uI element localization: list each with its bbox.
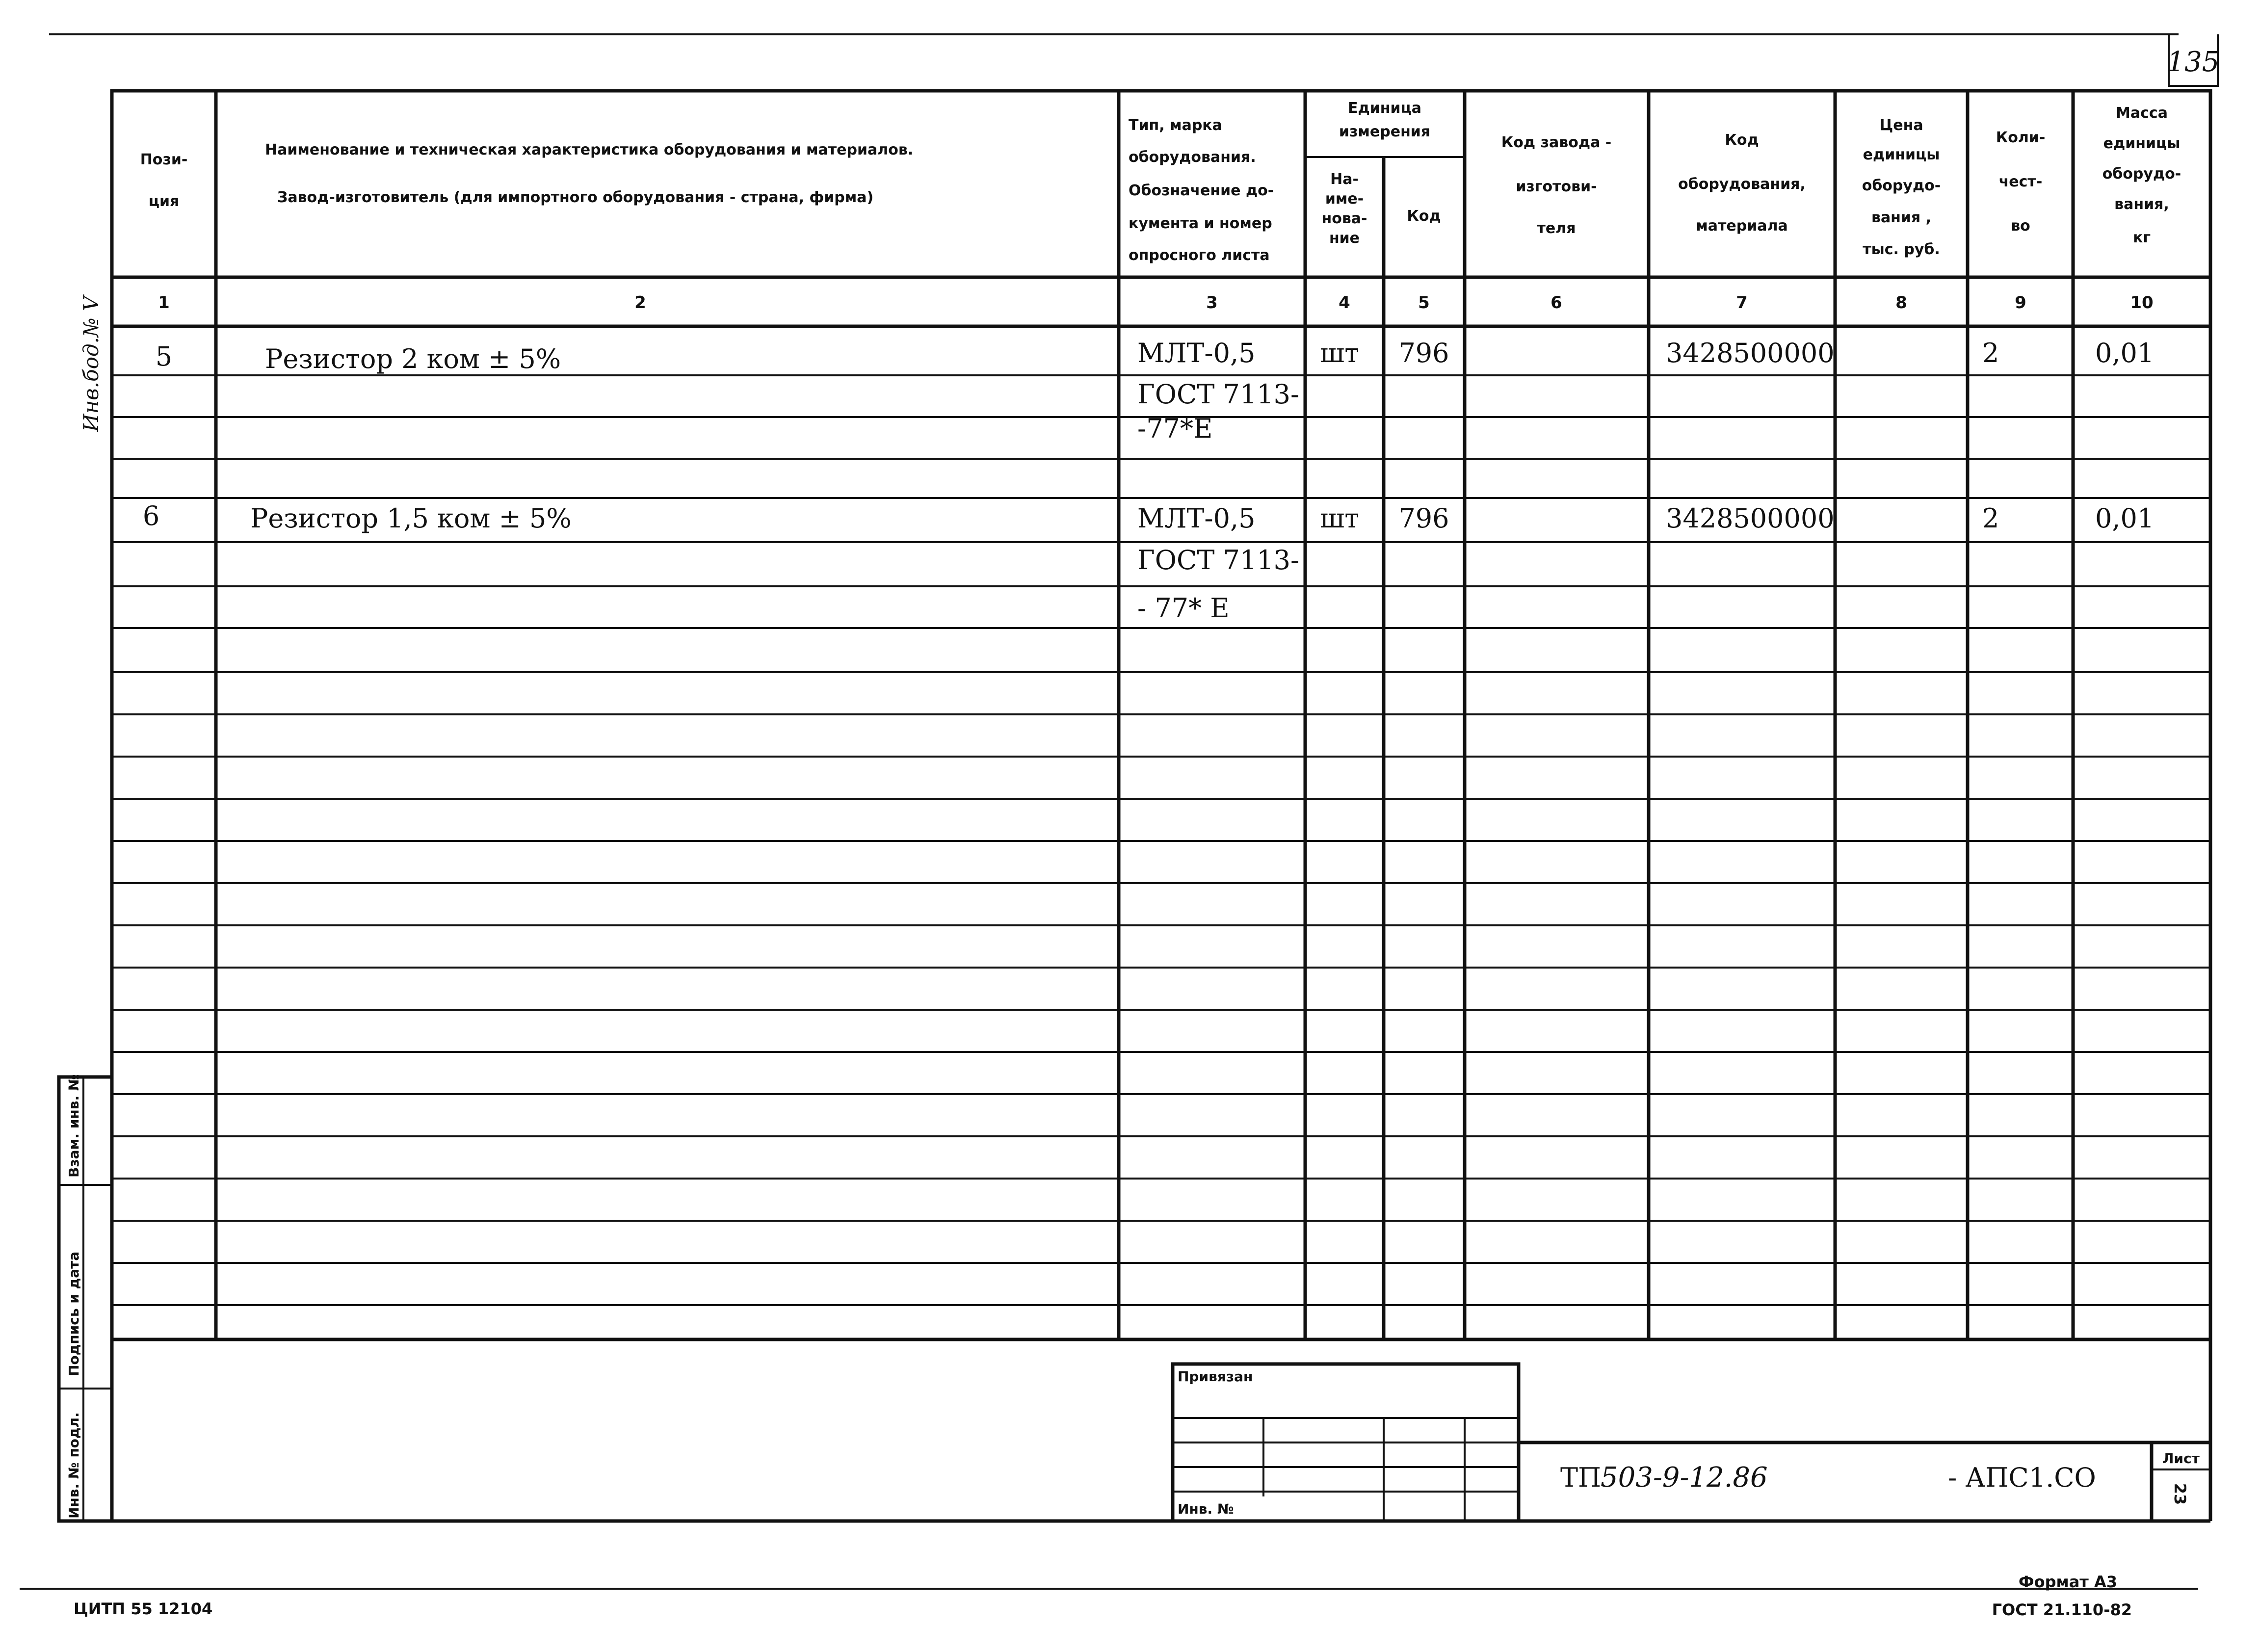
row-unit: шт (1320, 338, 1360, 368)
svg-text:Подпись и дата: Подпись и дата (66, 1251, 82, 1376)
row-type: МЛТ-0,5 (1137, 503, 1256, 534)
svg-text:чест-: чест- (1998, 173, 2043, 190)
svg-text:вания ,: вания , (1871, 209, 1932, 226)
row-quantity: 2 (1982, 503, 1999, 534)
svg-text:име-: име- (1325, 190, 1364, 208)
svg-text:1: 1 (158, 293, 170, 313)
row-unit-code: 796 (1398, 338, 1449, 368)
header-unit-group (1339, 100, 1430, 140)
svg-text:оборудо-: оборудо- (1862, 177, 1941, 194)
svg-text:оборудо-: оборудо- (2102, 165, 2181, 183)
svg-text:Завод-изготовитель (для импорт: Завод-изготовитель (для импортного оборудования - страна, фирма) (277, 189, 874, 206)
svg-text:Код завода -: Код завода - (1501, 134, 1612, 151)
column-numbers (158, 293, 2154, 313)
svg-text:единицы: единицы (1863, 146, 1940, 163)
svg-text:9: 9 (2015, 293, 2026, 313)
svg-text:ние: ние (1329, 230, 1360, 247)
row-name: Резистор 1,5 ком ± 5% (250, 503, 572, 534)
table-row (143, 500, 2154, 624)
table-row (156, 338, 2154, 444)
svg-text:оборудования.: оборудования. (1129, 149, 1256, 166)
svg-text:материала: материала (1696, 217, 1788, 235)
footer-format: Формат А3 (2018, 1573, 2117, 1591)
svg-text:Тип, марка: Тип, марка (1129, 117, 1222, 134)
svg-text:Пози-: Пози- (140, 151, 188, 168)
row-quantity: 2 (1982, 338, 1999, 368)
title-block (1519, 1442, 2210, 1521)
row-type: ГОСТ 7113- (1137, 545, 1300, 576)
svg-text:Единица: Единица (1348, 100, 1421, 117)
title-area (112, 1339, 2210, 1521)
row-material-code: 3428500000 (1666, 338, 1835, 368)
footer-gost: ГОСТ 21.110-82 (1992, 1600, 2132, 1619)
svg-text:вания,: вания, (2114, 196, 2169, 213)
left-stamp (59, 1074, 112, 1521)
row-position: 6 (142, 500, 160, 531)
svg-text:оборудования,: оборудования, (1678, 176, 1806, 193)
svg-text:изготови-: изготови- (1516, 178, 1597, 195)
svg-text:Масса: Масса (2116, 105, 2168, 122)
svg-text:2: 2 (634, 293, 646, 313)
doc-suffix: - АПС1.СО (1948, 1462, 2096, 1493)
svg-text:6: 6 (1550, 293, 1562, 313)
side-note: Инв.бод.№ V (79, 296, 103, 432)
svg-text:Код: Код (1725, 131, 1759, 149)
row-type: МЛТ-0,5 (1137, 338, 1256, 368)
svg-text:На-: На- (1330, 171, 1359, 188)
svg-text:единицы: единицы (2103, 135, 2181, 152)
svg-text:3: 3 (1206, 293, 1218, 313)
header-type (1129, 117, 1274, 264)
svg-text:кг: кг (2132, 229, 2151, 246)
binding-stamp (1173, 1364, 1519, 1521)
binding-label: Привязан (1178, 1368, 1253, 1385)
row-type: - 77* Е (1137, 593, 1230, 624)
svg-text:4: 4 (1339, 293, 1350, 313)
header-price (1862, 117, 1941, 258)
svg-text:теля: теля (1537, 220, 1576, 237)
header-unit-name (1321, 171, 1367, 247)
svg-text:Обозначение до-: Обозначение до- (1129, 182, 1274, 199)
row-unit-code: 796 (1398, 503, 1449, 534)
sheet-number: 135 (2167, 46, 2220, 78)
sheet-label: Лист (2162, 1450, 2200, 1467)
svg-text:кумента и номер: кумента и номер (1129, 215, 1272, 232)
row-type: ГОСТ 7113- (1137, 379, 1300, 410)
svg-text:во: во (2011, 217, 2030, 235)
svg-text:7: 7 (1736, 293, 1748, 313)
row-mass: 0,01 (2095, 338, 2155, 368)
row-material-code: 3428500000 (1666, 503, 1835, 534)
svg-text:5: 5 (1418, 293, 1430, 313)
svg-text:Взам. инв. №: Взам. инв. № (66, 1074, 82, 1178)
header-material-code (1678, 131, 1806, 235)
row-type: -77*Е (1137, 413, 1213, 444)
svg-text:измерения: измерения (1339, 123, 1431, 140)
sheet-value: 23 (2171, 1483, 2189, 1505)
svg-text:Наименование и техническая хар: Наименование и техническая характеристика оборудования и материалов. (265, 141, 914, 158)
row-unit: шт (1320, 503, 1360, 534)
header-name (265, 141, 913, 206)
header-unit-code: Код (1407, 208, 1441, 225)
svg-text:10: 10 (2130, 293, 2154, 313)
header-mass (2102, 105, 2181, 246)
svg-text:Инв. № подл.: Инв. № подл. (66, 1412, 82, 1519)
svg-text:Коли-: Коли- (1996, 129, 2046, 146)
header-factory-code (1501, 134, 1611, 237)
header-quantity (1996, 129, 2046, 235)
header-pos (140, 151, 188, 210)
svg-text:8: 8 (1895, 293, 1907, 313)
row-position: 5 (155, 341, 173, 372)
footer-left: ЦИТП 55 12104 (74, 1600, 213, 1618)
svg-text:опросного листа: опросного листа (1129, 247, 1270, 264)
svg-text:ция: ция (148, 193, 180, 210)
row-mass: 0,01 (2095, 503, 2155, 534)
svg-text:тыс. руб.: тыс. руб. (1863, 241, 1940, 258)
doc-number: 503-9-12.86 (1601, 1462, 1768, 1494)
svg-text:нова-: нова- (1321, 210, 1367, 227)
doc-prefix: ТП (1560, 1462, 1602, 1493)
inventory-label: Инв. № (1178, 1501, 1234, 1517)
row-name: Резистор 2 ком ± 5% (265, 343, 561, 374)
svg-text:Цена: Цена (1879, 117, 1923, 134)
